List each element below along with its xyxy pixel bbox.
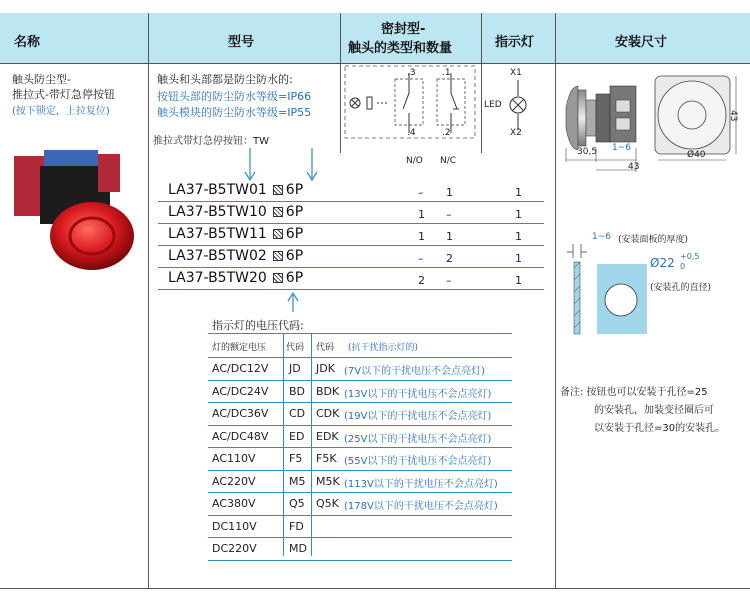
model-1-no: – [418,186,424,199]
model-suffix: 6P [285,270,304,286]
voltage-code-k: F5K [316,452,337,465]
remark-line-1: 备注: 按钮也可以安装于孔径=25 [560,387,708,398]
dim-1-6: 1~6 [612,143,631,153]
voltage-header-code: 代码 [286,343,305,353]
panel-thickness: 1~6 [592,232,611,242]
voltage-note: (55V以下的干扰电压不会点亮灯) [344,456,492,467]
model-suffix: 6P [285,204,304,220]
product-name-2: 推拉式-带灯急停按钮 [12,88,115,101]
model-row-3 [168,226,303,242]
hatch-icon [273,185,283,195]
model-suffix: 6P [285,182,304,198]
model-divider [158,267,544,268]
model-suffix: 6P [285,226,304,242]
voltage-header-note: (抗干扰指示灯的) [348,343,419,353]
voltage-row-divider [208,380,512,381]
header-name: 名称 [14,35,41,50]
nc-label: N/C [440,156,457,166]
model-3-lamp: 1 [515,230,522,243]
model-row-4 [168,248,303,264]
voltage-title: 指示灯的电压代码: [212,319,304,332]
voltage-rated: AC110V [212,452,256,465]
model-3-no: 1 [418,230,425,243]
panel-thickness-note: (安装面板的厚度) [618,235,689,245]
model-5-lamp: 1 [515,274,522,287]
lamp-x2: X2 [510,128,522,138]
hole-note: (安装孔的直径) [650,283,712,293]
header-contacts-1: 密封型- [381,22,426,37]
model-code: LA37-B5TW20 [168,270,267,286]
model-divider [158,223,544,224]
voltage-row-divider [208,515,512,516]
hole-tol-lower: 0 [680,262,686,271]
model-3-nc: 1 [446,230,453,243]
hatch-icon [273,207,283,217]
emergency-stop-button-image [14,148,142,276]
voltage-code-k: Q5K [316,497,339,510]
hatch-icon [273,251,283,261]
model-row-5 [168,270,303,286]
hole-diameter: Ø22 [650,256,675,270]
voltage-code-k: M5K [316,474,340,488]
spec-line-4: 推拉式带灯急停按钮：TW [153,136,269,147]
model-row-1 [168,182,303,198]
voltage-code: JD [289,362,301,375]
mounting-dimension-drawing [560,68,745,178]
model-5-no: 2 [418,274,425,287]
header-model: 型号 [228,35,255,50]
voltage-note: (113V以下的干扰电压不会点亮灯) [344,478,498,490]
voltage-code: BD [289,384,306,398]
remark-line-3: 以安装于孔径=30的安装孔。 [594,423,726,434]
model-5-nc: – [446,274,452,287]
contact-label-3: .3 [407,68,416,78]
lamp-x1: X1 [510,68,522,78]
voltage-row-divider [208,447,512,448]
voltage-rated: AC/DC48V [212,429,269,443]
model-row-2 [168,204,303,220]
voltage-rated: AC220V [212,474,256,488]
voltage-table-top [208,333,512,334]
voltage-row-divider [208,425,512,426]
voltage-rated: AC380V [212,497,256,510]
page-bottom-line [0,588,750,589]
remark-line-2: 的安装孔，加装变径圈后可 [594,405,714,416]
voltage-row-divider [208,492,512,493]
model-divider [158,201,544,202]
dim-diameter-40: Ø40 [687,150,706,160]
contact-label-2: .2 [442,128,451,138]
no-label: N/O [406,156,423,166]
model-4-lamp: 1 [515,252,522,265]
voltage-table-bottom [208,560,512,561]
voltage-col-divider-1 [283,333,284,556]
product-name-1: 触头防尘型- [12,73,71,86]
voltage-header-code-k: 代码 [316,343,335,353]
col-divider-1 [148,13,149,588]
voltage-rated: AC/DC24V [212,384,269,398]
voltage-code: Q5 [289,497,305,510]
hatch-icon [273,273,283,283]
model-code: LA37-B5TW01 [168,182,267,198]
voltage-code: MD [289,542,307,555]
voltage-header-rated: 灯的额定电压 [212,343,267,353]
lamp-led-label: LED [484,100,502,110]
voltage-code-k: BDK [316,384,340,398]
model-suffix: 6P [285,248,304,264]
col-divider-3 [481,13,482,153]
model-2-lamp: 1 [515,208,522,221]
voltage-code: FD [289,519,304,533]
model-code: LA37-B5TW02 [168,248,267,264]
voltage-row-divider [208,402,512,403]
voltage-rated: AC/DC36V [212,407,269,420]
hatch-icon [273,229,283,239]
contact-label-1: .1 [442,68,451,78]
dim-43-bottom: 43 [628,162,640,172]
voltage-code-k: JDK [316,362,335,375]
voltage-note: (7V以下的干扰电压不会点亮灯) [344,366,486,377]
voltage-note: (178V以下的干扰电压不会点亮灯) [344,501,498,512]
voltage-rated: AC/DC12V [212,362,269,375]
dim-43-side: 43 [728,110,738,122]
header-dimensions: 安装尺寸 [615,35,668,50]
contact-label-4: .4 [407,128,416,138]
voltage-code: ED [289,429,305,443]
model-1-nc: 1 [446,186,453,199]
up-arrow-icon [286,292,300,312]
dim-30-5: 30,5 [577,147,598,157]
voltage-code: CD [289,407,306,420]
voltage-code: M5 [289,474,306,488]
model-divider [158,289,544,290]
voltage-row-divider [208,357,512,358]
voltage-code-k: EDK [316,429,339,443]
header-contacts-2: 触头的类型和数量 [348,41,453,56]
voltage-rated: DC220V [212,542,257,555]
model-4-nc: 2 [446,252,453,265]
model-code: LA37-B5TW11 [168,226,267,242]
model-2-nc: – [446,208,452,221]
down-arrows-icon [230,148,330,184]
col-divider-4 [555,13,556,588]
model-1-lamp: 1 [515,186,522,199]
header-lamp: 指示灯 [495,35,535,50]
panel-cutout-drawing [565,238,655,344]
voltage-code-k: CDK [316,407,340,420]
model-2-no: 1 [418,208,425,221]
spec-line-2: 按钮头部的防尘防水等级=IP66 [157,90,312,103]
voltage-note: (19V以下的干扰电压不会点亮灯) [344,411,492,422]
spec-line-3: 触头模块的防尘防水等级=IP55 [157,106,312,119]
voltage-note: (13V以下的干扰电压不会点亮灯) [344,388,492,400]
voltage-row-divider [208,470,512,471]
model-divider [158,245,544,246]
voltage-code: F5 [289,452,303,465]
voltage-rated: DC110V [212,519,257,533]
product-note: (按下锁定，上拉复位) [12,106,110,117]
hole-tol-upper: +0,5 [680,252,700,261]
model-code: LA37-B5TW10 [168,204,267,220]
voltage-col-divider-2 [311,333,312,556]
model-4-no: – [418,252,424,265]
spec-line-1: 触头和头部都是防尘防水的: [157,73,293,86]
voltage-note: (25V以下的干扰电压不会点亮灯) [344,433,492,445]
led-lamp-icon [506,80,530,130]
voltage-row-divider [208,537,512,538]
